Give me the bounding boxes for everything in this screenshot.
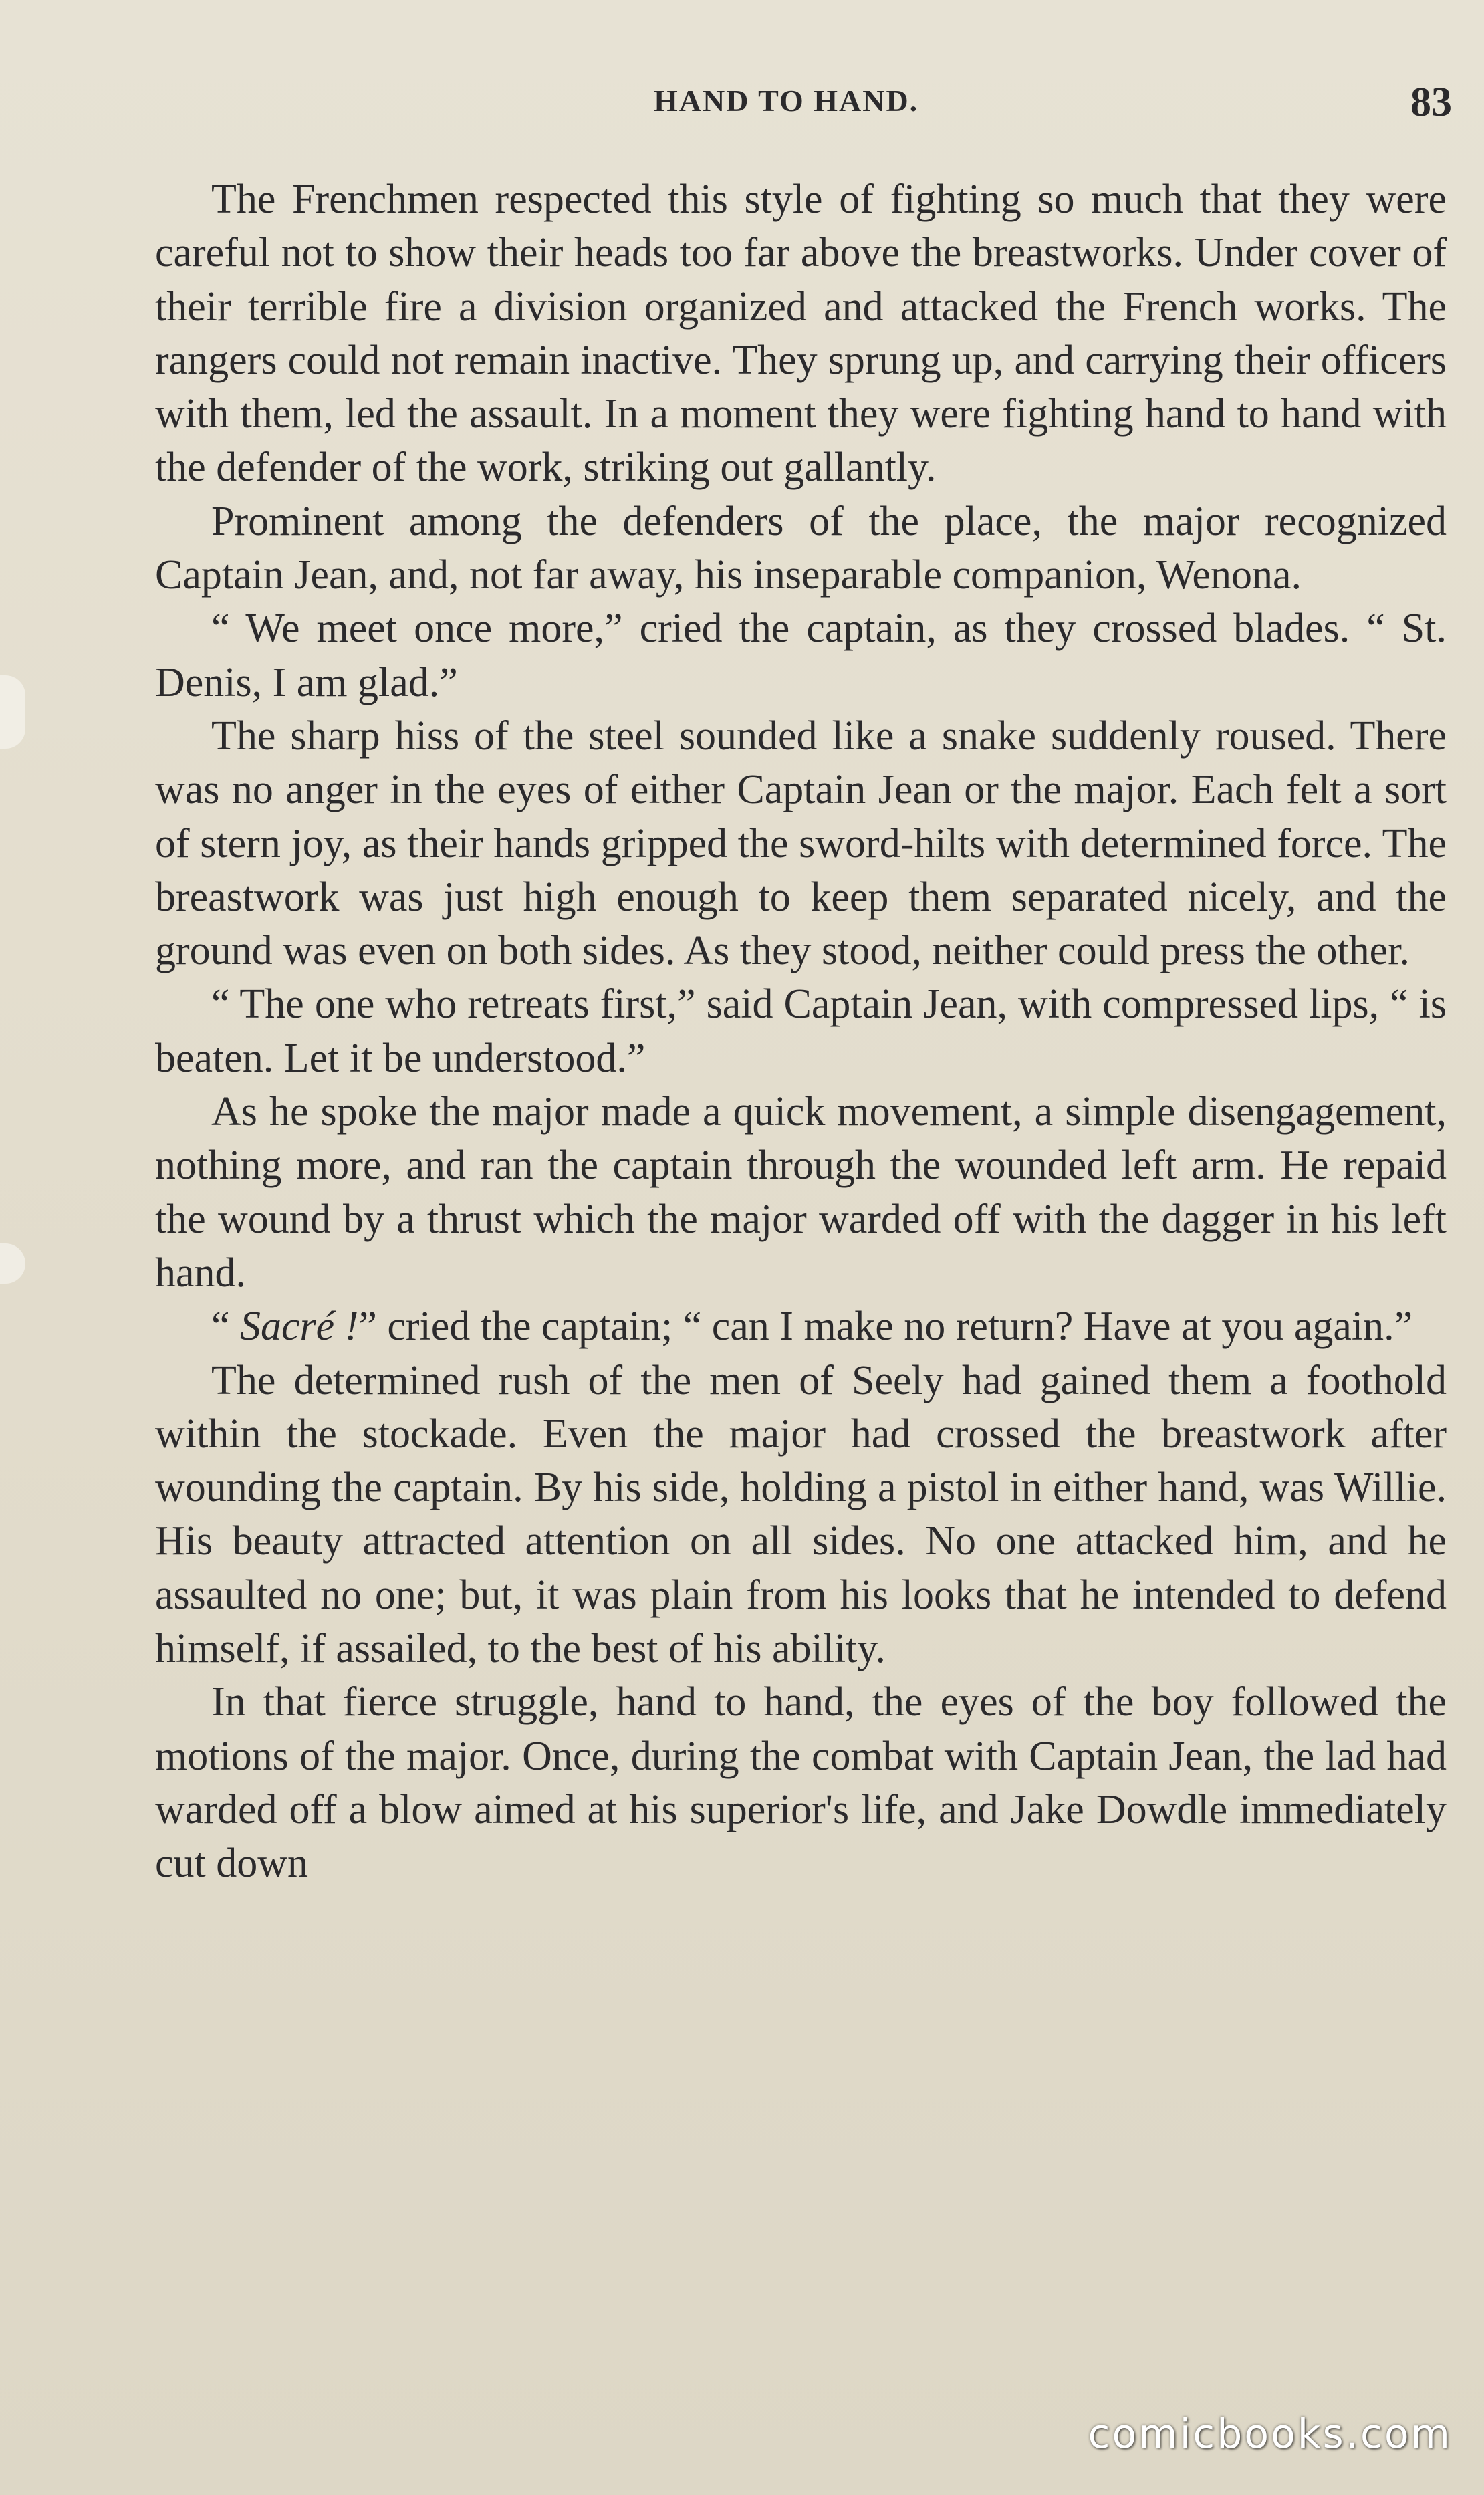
body-text [155,172,1447,1891]
italic-oath: Sacré ! [240,1304,359,1350]
paragraph-rest: ” cried the captain; “ can I make no return? Have at you again.” [358,1304,1413,1350]
paragraph: The Frenchmen respected this style of fighting so much that they were careful not to show their heads too far above the breastworks. Under cover of their terrible fire a division organized and attacked the French works. The rangers could not remain inactive. They sprung up, and carrying their officers with them, led the assault. In a moment they were fighting hand to hand with the defender of the work, striking out gallantly. [155,176,1447,491]
page-number: 83 [1410,80,1452,125]
paragraph: The sharp hiss of the steel sounded like a snake suddenly roused. There was no anger in the eyes of either Captain Jean or the major. Each felt a sort of stern joy, as their hands gripped the sword-hilts with determined force. The breastwork was just high enough to keep them separated nicely, and the ground was even on both sides. As they stood, neither could press the other. [155,713,1447,974]
paragraph: As he spoke the major made a quick movement, a simple disengagement, nothing more, and ran the captain through the wounded left arm. He repaid the wound by a thrust which the major warded off with the dagger in his left hand. [155,1089,1447,1296]
paragraph-sacre [155,1300,1447,1353]
watermark: comicbooks.com [1088,2411,1452,2458]
page-header [0,79,1484,126]
paragraph: In that fierce struggle, hand to hand, the eyes of the boy followed the motions of the major. Once, during the combat with Captain Jean, the lad had warded off a blow aimed at his superior's life, and Jake Dowdle immediately cut down [155,1679,1447,1887]
paragraph: Prominent among the defenders of the place, the major recognized Captain Jean, and, not far away, his inseparable companion, Wenona. [155,498,1447,598]
page-edge-tear [0,675,25,749]
paragraph: “ We meet once more,” cried the captain, as they crossed blades. “ St. Denis, I am glad.” [155,606,1447,705]
page-edge-tear [0,1243,25,1284]
running-head: HAND TO HAND. [654,84,919,118]
open-quote: “ [211,1304,241,1350]
paragraph: “ The one who retreats first,” said Captain Jean, with compressed lips, “ is beaten. Let it be understood.” [155,981,1447,1081]
paragraph: The determined rush of the men of Seely had gained them a foothold within the stockade. Even the major had crossed the breastwork after wounding the captain. By his side, holding a pistol in either hand, was Willie. His beauty attracted attention on all sides. No one attacked him, and he assaulted no one; but, it was plain from his looks that he intended to defend himself, if assailed, to the best of his ability. [155,1357,1447,1672]
